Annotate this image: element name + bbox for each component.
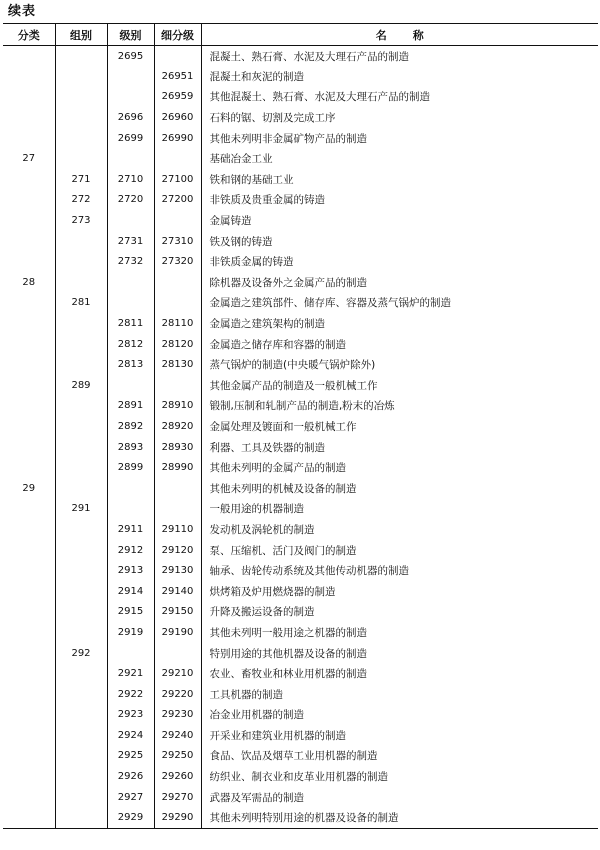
cell-zubie: 271 xyxy=(55,169,107,190)
cell-zubie xyxy=(55,705,107,726)
cell-zubie xyxy=(55,746,107,767)
cell-jibie: 2811 xyxy=(107,313,154,334)
cell-jibie: 2892 xyxy=(107,416,154,437)
header-mingcheng-char2: 称 xyxy=(412,28,424,42)
cell-fenlei xyxy=(3,705,55,726)
cell-xifenji: 26951 xyxy=(154,66,201,87)
cell-fenlei xyxy=(3,437,55,458)
cell-fenlei xyxy=(3,684,55,705)
header-xifenji: 细分级 xyxy=(154,24,201,46)
cell-jibie: 2813 xyxy=(107,354,154,375)
cell-fenlei xyxy=(3,540,55,561)
cell-fenlei xyxy=(3,251,55,272)
table-row xyxy=(3,190,598,211)
cell-fenlei xyxy=(3,46,55,67)
cell-jibie: 2720 xyxy=(107,190,154,211)
cell-mingcheng: 其他金属产品的制造及一般机械工作 xyxy=(201,375,598,396)
cell-fenlei: 29 xyxy=(22,482,36,494)
cell-mingcheng: 武器及军需品的制造 xyxy=(201,787,598,808)
table-row xyxy=(3,128,598,149)
cell-zubie xyxy=(55,87,107,108)
cell-zubie xyxy=(55,560,107,581)
cell-jibie: 2926 xyxy=(107,766,154,787)
table-row xyxy=(3,66,598,87)
cell-xifenji xyxy=(154,375,201,396)
cell-xifenji: 29140 xyxy=(154,581,201,602)
cell-zubie xyxy=(55,581,107,602)
cell-fenlei xyxy=(3,293,55,314)
classification-table xyxy=(3,23,598,829)
cell-jibie: 2925 xyxy=(107,746,154,767)
cell-zubie xyxy=(55,396,107,417)
table-body xyxy=(3,46,598,829)
cell-xifenji: 29230 xyxy=(154,705,201,726)
cell-mingcheng: 其他未列明非金属矿物产品的制造 xyxy=(201,128,598,149)
cell-mingcheng: 非铁质及贵重金属的铸造 xyxy=(201,190,598,211)
cell-jibie xyxy=(107,66,154,87)
table-row xyxy=(3,334,598,355)
table-row xyxy=(3,807,598,828)
cell-fenlei xyxy=(3,622,55,643)
cell-jibie: 2929 xyxy=(107,807,154,828)
cell-fenlei xyxy=(3,519,55,540)
cell-jibie xyxy=(107,375,154,396)
cell-jibie: 2923 xyxy=(107,705,154,726)
cell-mingcheng: 烘烤箱及炉用燃烧器的制造 xyxy=(201,581,598,602)
cell-xifenji: 27100 xyxy=(154,169,201,190)
cell-zubie xyxy=(55,46,107,67)
cell-mingcheng: 金属造之储存库和容器的制造 xyxy=(201,334,598,355)
cell-xifenji xyxy=(154,148,201,169)
cell-mingcheng: 工具机器的制造 xyxy=(201,684,598,705)
cell-jibie xyxy=(107,148,154,169)
cell-mingcheng: 铁和钢的基础工业 xyxy=(201,169,598,190)
cell-fenlei xyxy=(3,581,55,602)
cell-mingcheng: 其他未列明的机械及设备的制造 xyxy=(201,478,598,499)
table-row xyxy=(3,231,598,252)
cell-xifenji: 26960 xyxy=(154,107,201,128)
table-row xyxy=(3,272,598,293)
cell-fenlei xyxy=(3,375,55,396)
cell-mingcheng: 纺织业、制衣业和皮革业用机器的制造 xyxy=(201,766,598,787)
table-row xyxy=(3,560,598,581)
cell-jibie xyxy=(107,272,154,293)
table-row xyxy=(3,602,598,623)
cell-xifenji: 26990 xyxy=(154,128,201,149)
cell-xifenji xyxy=(154,210,201,231)
cell-mingcheng: 其他未列明一般用途之机器的制造 xyxy=(201,622,598,643)
cell-zubie xyxy=(55,622,107,643)
cell-xifenji: 27310 xyxy=(154,231,201,252)
table-row xyxy=(3,643,598,664)
cell-zubie xyxy=(55,725,107,746)
cell-xifenji: 29150 xyxy=(154,602,201,623)
table-row xyxy=(3,725,598,746)
cell-zubie xyxy=(55,766,107,787)
table-row xyxy=(3,313,598,334)
cell-fenlei: 27 xyxy=(22,153,36,165)
cell-zubie xyxy=(55,66,107,87)
cell-zubie xyxy=(55,231,107,252)
cell-xifenji: 29250 xyxy=(154,746,201,767)
cell-mingcheng: 基础冶金工业 xyxy=(201,148,598,169)
cell-jibie: 2915 xyxy=(107,602,154,623)
cell-zubie xyxy=(55,519,107,540)
header-mingcheng-char1: 名 xyxy=(375,28,387,42)
cell-mingcheng: 金属处理及镀面和一般机械工作 xyxy=(201,416,598,437)
cell-xifenji: 27320 xyxy=(154,251,201,272)
cell-fenlei xyxy=(3,457,55,478)
cell-zubie xyxy=(55,313,107,334)
table-row xyxy=(3,540,598,561)
cell-fenlei xyxy=(3,643,55,664)
cell-xifenji: 28990 xyxy=(154,457,201,478)
cell-xifenji: 29270 xyxy=(154,787,201,808)
cell-xifenji: 28110 xyxy=(154,313,201,334)
cell-zubie xyxy=(55,457,107,478)
cell-mingcheng: 铁及钢的铸造 xyxy=(201,231,598,252)
cell-xifenji: 26959 xyxy=(154,87,201,108)
header-jibie: 级别 xyxy=(107,24,154,46)
cell-fenlei xyxy=(3,313,55,334)
cell-xifenji: 28930 xyxy=(154,437,201,458)
table-row xyxy=(3,251,598,272)
cell-mingcheng: 一般用途的机器制造 xyxy=(201,499,598,520)
cell-fenlei xyxy=(3,66,55,87)
cell-jibie: 2914 xyxy=(107,581,154,602)
cell-jibie: 2927 xyxy=(107,787,154,808)
cell-mingcheng: 金属铸造 xyxy=(201,210,598,231)
table-row xyxy=(3,684,598,705)
cell-mingcheng: 泵、压缩机、活门及阀门的制造 xyxy=(201,540,598,561)
cell-fenlei xyxy=(3,663,55,684)
cell-zubie xyxy=(55,787,107,808)
cell-xifenji xyxy=(154,478,201,499)
cell-zubie: 289 xyxy=(55,375,107,396)
cell-fenlei xyxy=(3,602,55,623)
cell-xifenji xyxy=(154,643,201,664)
cell-zubie xyxy=(55,148,107,169)
cell-xifenji: 28130 xyxy=(154,354,201,375)
cell-jibie xyxy=(107,499,154,520)
cell-zubie xyxy=(55,602,107,623)
table-row xyxy=(3,663,598,684)
table-row xyxy=(3,210,598,231)
cell-mingcheng: 发动机及涡轮机的制造 xyxy=(201,519,598,540)
cell-fenlei xyxy=(3,210,55,231)
cell-jibie: 2912 xyxy=(107,540,154,561)
cell-mingcheng: 石料的锯、切割及完成工序 xyxy=(201,107,598,128)
cell-xifenji: 29190 xyxy=(154,622,201,643)
cell-fenlei xyxy=(3,334,55,355)
cell-zubie xyxy=(55,437,107,458)
cell-fenlei xyxy=(3,787,55,808)
table-row xyxy=(3,478,598,499)
cell-zubie xyxy=(55,107,107,128)
cell-xifenji xyxy=(154,46,201,67)
cell-xifenji: 29220 xyxy=(154,684,201,705)
cell-zubie: 273 xyxy=(55,210,107,231)
table-row xyxy=(3,437,598,458)
cell-jibie: 2913 xyxy=(107,560,154,581)
cell-xifenji xyxy=(154,499,201,520)
cell-jibie xyxy=(107,210,154,231)
cell-zubie xyxy=(55,251,107,272)
table-row xyxy=(3,416,598,437)
cell-mingcheng: 冶金业用机器的制造 xyxy=(201,705,598,726)
table-row xyxy=(3,457,598,478)
cell-fenlei xyxy=(3,807,55,828)
cell-jibie: 2732 xyxy=(107,251,154,272)
cell-xifenji: 27200 xyxy=(154,190,201,211)
cell-xifenji: 29110 xyxy=(154,519,201,540)
table-row xyxy=(3,581,598,602)
cell-jibie xyxy=(107,87,154,108)
table-row xyxy=(3,396,598,417)
cell-mingcheng: 其他未列明特别用途的机器及设备的制造 xyxy=(201,807,598,828)
cell-fenlei xyxy=(3,87,55,108)
cell-jibie: 2899 xyxy=(107,457,154,478)
cell-zubie: 281 xyxy=(55,293,107,314)
cell-zubie: 291 xyxy=(55,499,107,520)
cell-jibie: 2695 xyxy=(107,46,154,67)
cell-mingcheng: 混凝土、熟石膏、水泥及大理石产品的制造 xyxy=(201,46,598,67)
header-mingcheng xyxy=(201,24,598,46)
cell-mingcheng: 其他混凝土、熟石膏、水泥及大理石产品的制造 xyxy=(201,87,598,108)
cell-fenlei xyxy=(3,746,55,767)
cell-fenlei xyxy=(3,354,55,375)
cell-zubie: 272 xyxy=(55,190,107,211)
cell-xifenji: 29130 xyxy=(154,560,201,581)
cell-mingcheng: 特别用途的其他机器及设备的制造 xyxy=(201,643,598,664)
table-row xyxy=(3,375,598,396)
cell-fenlei xyxy=(3,416,55,437)
table-row xyxy=(3,499,598,520)
cell-jibie: 2731 xyxy=(107,231,154,252)
cell-mingcheng: 金属造之建筑架构的制造 xyxy=(201,313,598,334)
cell-jibie: 2696 xyxy=(107,107,154,128)
table-header xyxy=(3,24,598,46)
table-row xyxy=(3,87,598,108)
table-row xyxy=(3,46,598,67)
cell-jibie: 2699 xyxy=(107,128,154,149)
cell-mingcheng: 食品、饮品及烟草工业用机器的制造 xyxy=(201,746,598,767)
cell-fenlei xyxy=(3,766,55,787)
cell-fenlei xyxy=(3,190,55,211)
header-zubie: 组别 xyxy=(55,24,107,46)
cell-jibie: 2924 xyxy=(107,725,154,746)
cell-mingcheng: 蒸气锅炉的制造(中央暖气锅炉除外) xyxy=(201,354,598,375)
cell-zubie xyxy=(55,478,107,499)
cell-jibie xyxy=(107,293,154,314)
cell-zubie xyxy=(55,354,107,375)
cell-mingcheng: 金属造之建筑部件、储存库、容器及蒸气锅炉的制造 xyxy=(201,293,598,314)
cell-mingcheng: 升降及搬运设备的制造 xyxy=(201,602,598,623)
cell-mingcheng: 非铁质金属的铸造 xyxy=(201,251,598,272)
cell-xifenji: 29240 xyxy=(154,725,201,746)
table-row xyxy=(3,622,598,643)
cell-zubie xyxy=(55,272,107,293)
table-row xyxy=(3,519,598,540)
cell-zubie xyxy=(55,416,107,437)
cell-zubie xyxy=(55,663,107,684)
cell-xifenji: 28120 xyxy=(154,334,201,355)
cell-fenlei xyxy=(3,169,55,190)
cell-mingcheng: 农业、畜牧业和林业用机器的制造 xyxy=(201,663,598,684)
cell-jibie: 2911 xyxy=(107,519,154,540)
cell-xifenji: 29260 xyxy=(154,766,201,787)
cell-zubie xyxy=(55,684,107,705)
table-row xyxy=(3,746,598,767)
page-title: 续表 xyxy=(8,4,37,19)
cell-jibie: 2921 xyxy=(107,663,154,684)
cell-fenlei xyxy=(3,725,55,746)
cell-fenlei: 28 xyxy=(22,276,36,288)
cell-jibie xyxy=(107,478,154,499)
table-row xyxy=(3,148,598,169)
cell-jibie: 2919 xyxy=(107,622,154,643)
cell-zubie xyxy=(55,128,107,149)
table-row xyxy=(3,705,598,726)
cell-xifenji: 28920 xyxy=(154,416,201,437)
cell-zubie xyxy=(55,540,107,561)
cell-jibie xyxy=(107,643,154,664)
cell-xifenji xyxy=(154,293,201,314)
cell-mingcheng: 混凝土和灰泥的制造 xyxy=(201,66,598,87)
cell-fenlei xyxy=(3,499,55,520)
cell-mingcheng: 轴承、齿轮传动系统及其他传动机器的制造 xyxy=(201,560,598,581)
header-fenlei: 分类 xyxy=(3,24,55,46)
cell-fenlei xyxy=(3,560,55,581)
cell-xifenji: 29210 xyxy=(154,663,201,684)
cell-jibie: 2710 xyxy=(107,169,154,190)
cell-fenlei xyxy=(3,107,55,128)
cell-jibie: 2893 xyxy=(107,437,154,458)
cell-zubie: 292 xyxy=(55,643,107,664)
cell-fenlei xyxy=(3,231,55,252)
table-row xyxy=(3,293,598,314)
cell-mingcheng: 除机器及设备外之金属产品的制造 xyxy=(201,272,598,293)
cell-xifenji xyxy=(154,272,201,293)
cell-mingcheng: 其他未列明的金属产品的制造 xyxy=(201,457,598,478)
cell-jibie: 2922 xyxy=(107,684,154,705)
table-row xyxy=(3,107,598,128)
cell-mingcheng: 开采业和建筑业用机器的制造 xyxy=(201,725,598,746)
cell-fenlei xyxy=(3,396,55,417)
table-row xyxy=(3,787,598,808)
cell-zubie xyxy=(55,807,107,828)
table-row xyxy=(3,169,598,190)
cell-jibie: 2812 xyxy=(107,334,154,355)
cell-fenlei xyxy=(3,128,55,149)
cell-xifenji: 28910 xyxy=(154,396,201,417)
table-row xyxy=(3,354,598,375)
cell-mingcheng: 锻制,压制和轧制产品的制造,粉末的冶炼 xyxy=(201,396,598,417)
cell-jibie: 2891 xyxy=(107,396,154,417)
cell-xifenji: 29120 xyxy=(154,540,201,561)
cell-mingcheng: 利器、工具及铁器的制造 xyxy=(201,437,598,458)
cell-zubie xyxy=(55,334,107,355)
table-row xyxy=(3,766,598,787)
cell-xifenji: 29290 xyxy=(154,807,201,828)
